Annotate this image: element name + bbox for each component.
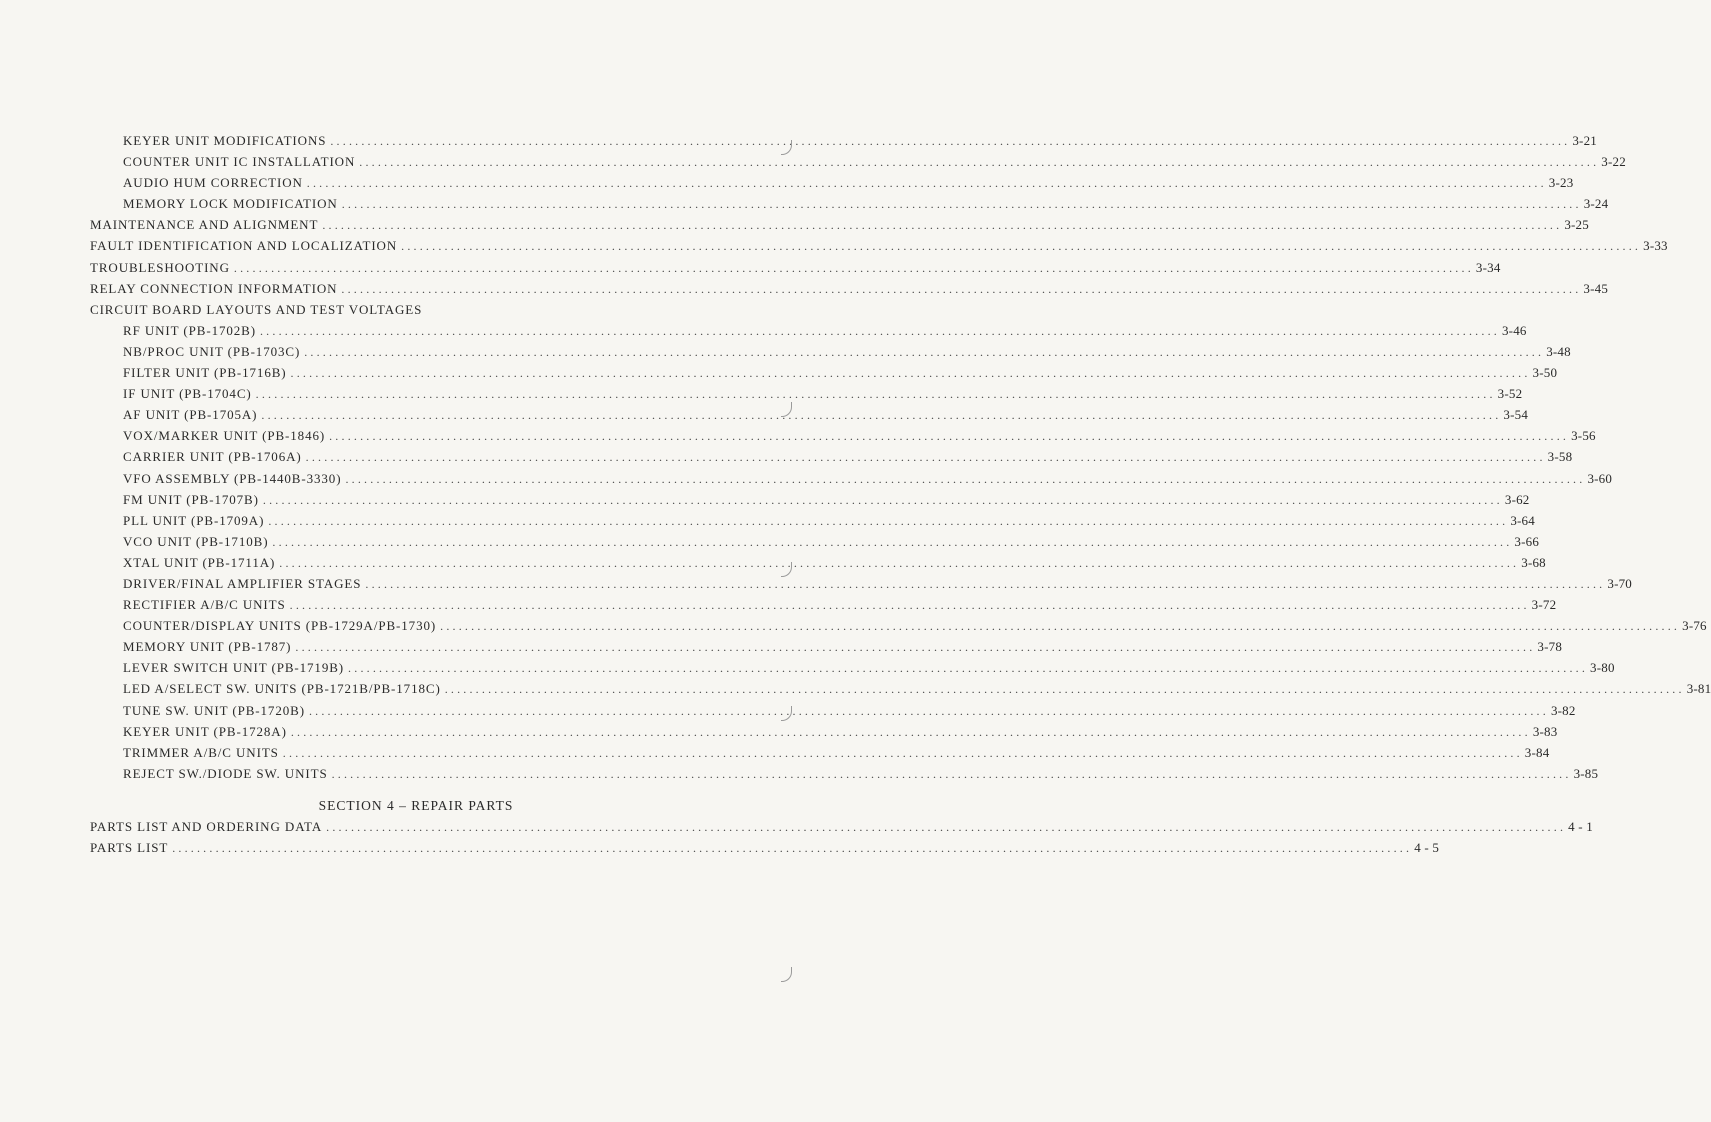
toc-entry-page-number: 3-25 [1564,217,1589,233]
dot-leader: ........................................................................................................................................................................................................ [444,682,1685,697]
dot-leader: ........................................................................................................................................................................................................ [289,598,1530,613]
toc-entry-title: COUNTER UNIT IC INSTALLATION [123,154,356,170]
toc-entry-title: VFO ASSEMBLY (PB-1440B-3330) [123,470,342,486]
table-of-contents [90,130,1711,858]
toc-entry-title: NB/PROC UNIT (PB-1703C) [123,343,301,359]
toc-entry [90,636,1563,657]
toc-entry-title: TRIMMER A/B/C UNITS [123,744,279,760]
dot-leader: ........................................................................................................................................................................................................ [330,134,1571,148]
dot-leader: ........................................................................................................................................................................................................ [365,576,1606,591]
binder-hole-mark [781,967,792,982]
toc-entry-page-number: 3-56 [1571,428,1596,444]
toc-entry-page-number: 3-62 [1504,491,1530,507]
toc-entry [90,172,1574,193]
toc-entry-page-number: 3-50 [1532,365,1558,381]
toc-entry-title: PARTS LIST AND ORDERING DATA [90,819,323,834]
toc-entry-title: KEYER UNIT (PB-1728A) [123,723,287,739]
toc-entry-title: CARRIER UNIT (PB-1706A) [123,449,302,465]
toc-entry-page-number: 3-64 [1510,512,1535,528]
dot-leader: ........................................................................................................................................................................................................ [331,766,1572,781]
dot-leader: ........................................................................................................................................................................................................ [348,661,1589,676]
toc-entry-page-number: 4 - 5 [1414,840,1440,856]
toc-entry-title: LEVER SWITCH UNIT (PB-1719B) [123,660,345,676]
toc-entry-title: FILTER UNIT (PB-1716B) [123,365,287,381]
dot-leader: ........................................................................................................................................................................................................ [306,176,1547,191]
dot-leader: ........................................................................................................................................................................................................ [272,534,1513,549]
section4-list [90,816,1593,858]
dot-leader: ........................................................................................................................................................................................................ [279,555,1520,570]
toc-entry-page-number: 3-76 [1682,618,1707,634]
toc-entry [90,742,1550,763]
toc-entry-title: PLL UNIT (PB-1709A) [123,512,265,528]
dot-leader: ........................................................................................................................................................................................................ [290,366,1531,381]
toc-entry [90,130,1597,151]
toc-entry-title: RF UNIT (PB-1702B) [123,322,256,338]
dot-leader: ........................................................................................................................................................................................................ [172,841,1413,856]
toc-entry-page-number: 3-66 [1514,533,1540,549]
toc-entry [90,299,732,320]
dot-leader: ........................................................................................................................................................................................................ [304,344,1545,359]
toc-entry-page-number: 3-46 [1501,322,1527,338]
toc-entry-title: FAULT IDENTIFICATION AND LOCALIZATION [90,238,398,254]
toc-entry [90,510,1535,531]
toc-entry [90,214,1589,235]
toc-entry-title: IF UNIT (PB-1704C) [123,386,252,402]
toc-entry [90,763,1599,784]
toc-entry-page-number: 3-33 [1643,238,1668,254]
toc-entry [90,446,1573,467]
section-heading: SECTION 4 – REPAIR PARTS [318,797,514,813]
toc-entry-page-number: 3-84 [1524,744,1550,760]
toc-entry-page-number: 3-52 [1497,386,1523,402]
toc-entry-page-number: 3-78 [1537,639,1563,655]
toc-entry [90,404,1529,425]
toc-entry [90,531,1540,552]
toc-entry-page-number: 3-21 [1572,133,1597,148]
toc-entry-title: COUNTER/DISPLAY UNITS (PB-1729A/PB-1730) [123,618,437,634]
toc-entry-title: LED A/SELECT SW. UNITS (PB-1721B/PB-1718C) [123,681,441,697]
toc-entry-title: DRIVER/FINAL AMPLIFIER STAGES [123,575,362,591]
toc-entry [90,573,1633,594]
toc-entry [90,657,1615,678]
toc-entry-page-number: 3-23 [1548,175,1574,191]
toc-entry-title: MEMORY LOCK MODIFICATION [123,196,338,212]
toc-entry-page-number: 3-68 [1521,554,1546,570]
toc-entry-page-number: 3-48 [1546,343,1571,359]
toc-entry [90,837,1440,858]
toc-entry-page-number: 3-80 [1590,660,1615,676]
toc-entry-page-number: 3-24 [1583,196,1609,212]
toc-entry [90,425,1596,446]
toc-entry [90,383,1523,404]
toc-entry-title: REJECT SW./DIODE SW. UNITS [123,765,328,781]
toc-entry [90,320,1527,341]
toc-entry-page-number: 4 - 1 [1568,819,1593,834]
toc-entry-page-number: 3-81 [1686,681,1711,697]
toc-entry [90,151,1626,172]
toc-entry-title: MAINTENANCE AND ALIGNMENT [90,217,319,233]
toc-entry [90,489,1530,510]
toc-entry-title: TUNE SW. UNIT (PB-1720B) [123,702,305,718]
dot-leader: ........................................................................................................................................................................................................ [233,260,1474,275]
dot-leader: ........................................................................................................................................................................................................ [259,323,1500,338]
toc-list [90,130,1711,784]
toc-entry [90,257,1501,278]
dot-leader: ........................................................................................................................................................................................................ [341,197,1582,212]
toc-entry-title: RELAY CONNECTION INFORMATION [90,280,338,296]
dot-leader: ........................................................................................................................................................................................................ [326,820,1567,834]
toc-entry [90,816,1593,837]
dot-leader: ........................................................................................................................................................................................................ [305,450,1546,465]
dot-leader: ........................................................................................................................................................................................................ [295,640,1536,655]
toc-entry [90,278,1609,299]
dot-leader: ........................................................................................................................................................................................................ [262,492,1503,507]
toc-entry [90,678,1711,699]
toc-entry-page-number: 3-22 [1601,154,1626,170]
toc-entry-page-number: 3-70 [1607,575,1633,591]
toc-entry-title: XTAL UNIT (PB-1711A) [123,554,276,570]
dot-leader: ........................................................................................................................................................................................................ [341,281,1582,296]
toc-entry-title: AF UNIT (PB-1705A) [123,407,258,423]
toc-entry-page-number: 3-58 [1547,449,1573,465]
dot-leader: ........................................................................................................................................................................................................ [261,408,1502,423]
toc-entry [90,721,1558,742]
toc-entry-page-number: 3-54 [1503,407,1529,423]
toc-entry-title: CIRCUIT BOARD LAYOUTS AND TEST VOLTAGES [90,301,423,317]
toc-entry-page-number: 3-45 [1583,280,1609,296]
toc-entry-title: PARTS LIST [90,840,169,856]
dot-leader: ........................................................................................................................................................................................................ [329,429,1570,444]
toc-entry [90,552,1546,573]
toc-entry-title: FM UNIT (PB-1707B) [123,491,259,507]
toc-entry [90,362,1558,383]
toc-entry-title: AUDIO HUM CORRECTION [123,175,303,191]
toc-entry [90,700,1576,721]
toc-entry-title: KEYER UNIT MODIFICATIONS [123,133,327,148]
toc-entry-page-number: 3-82 [1550,702,1576,718]
dot-leader: ........................................................................................................................................................................................................ [359,155,1600,170]
toc-entry [90,468,1613,489]
dot-leader: ........................................................................................................................................................................................................ [268,513,1509,528]
toc-entry [90,235,1668,256]
toc-entry [90,193,1609,214]
dot-leader: ........................................................................................................................................................................................................ [308,703,1549,718]
dot-leader: ........................................................................................................................................................................................................ [255,387,1496,402]
toc-entry-page-number: 3-72 [1531,597,1557,613]
dot-leader: ........................................................................................................................................................................................................ [345,471,1586,486]
toc-entry-page-number: 3-85 [1573,765,1599,781]
toc-entry [90,341,1571,362]
toc-entry-title: VOX/MARKER UNIT (PB-1846) [123,428,326,444]
toc-entry-title: VCO UNIT (PB-1710B) [123,533,269,549]
dot-leader: ........................................................................................................................................................................................................ [401,239,1642,254]
toc-entry-page-number: 3-83 [1532,723,1558,739]
toc-entry-title: MEMORY UNIT (PB-1787) [123,639,292,655]
toc-entry-page-number: 3-34 [1475,259,1501,275]
toc-entry [90,615,1707,636]
dot-leader: ........................................................................................................................................................................................................ [440,619,1681,634]
dot-leader: ........................................................................................................................................................................................................ [322,218,1563,233]
toc-entry-title: TROUBLESHOOTING [90,259,230,275]
toc-entry-title: RECTIFIER A/B/C UNITS [123,597,286,613]
toc-entry [90,594,1557,615]
toc-entry-page-number: 3-60 [1587,470,1613,486]
dot-leader: ........................................................................................................................................................................................................ [290,724,1531,739]
dot-leader: ........................................................................................................................................................................................................ [282,745,1523,760]
